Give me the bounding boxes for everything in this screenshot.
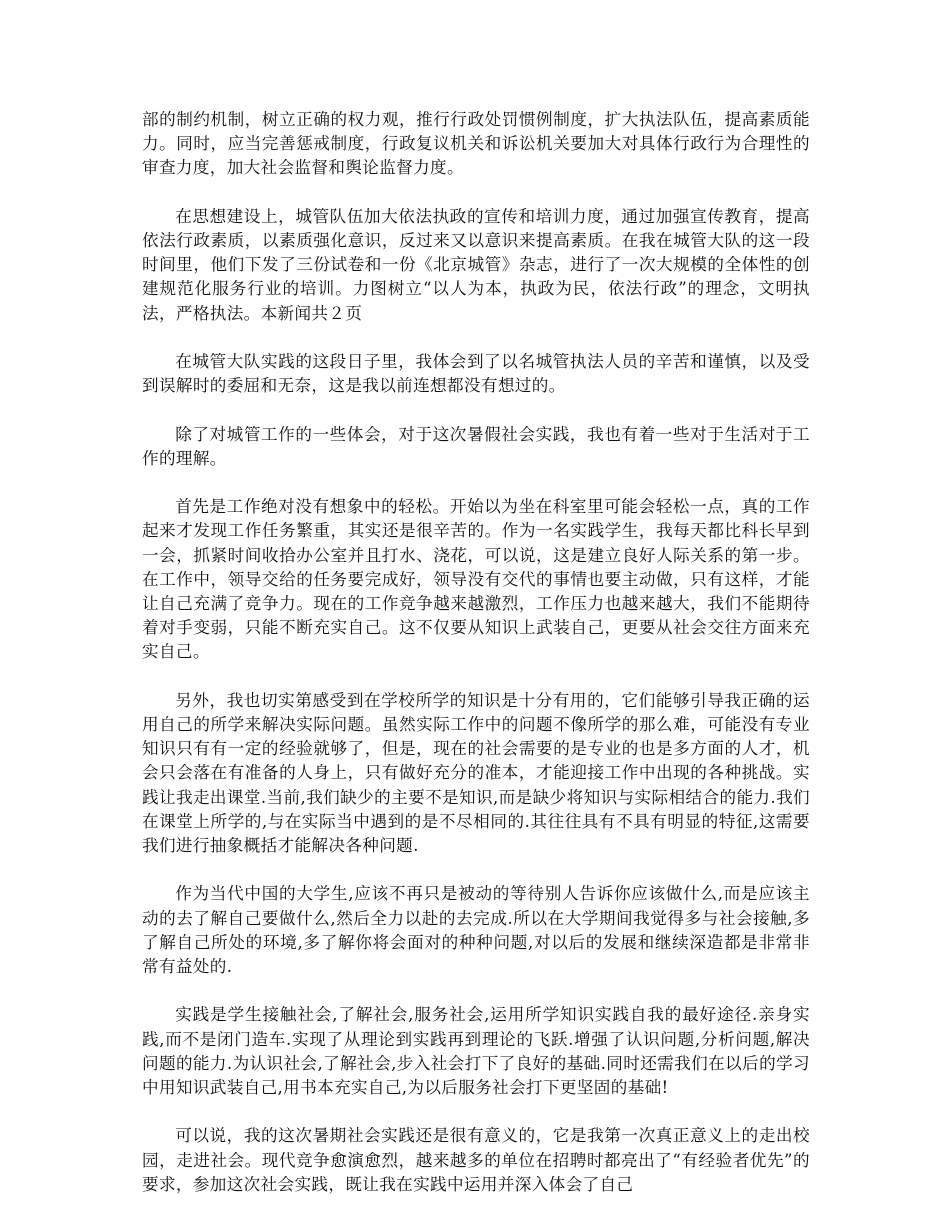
paragraph-1: 部的制约机制，树立正确的权力观，推行行政处罚惯例制度，扩大执法队伍，提高素质能力。同时，应当完善惩戒制度，行政复议机关和诉讼机关要加大对具体行政行为合理性的审查力度，加大社会监督和舆论监督力度。 — [142, 110, 810, 178]
document-body — [142, 108, 810, 1221]
paragraph-5: 首先是工作绝对没有想象中的轻松。开始以为坐在科室里可能会轻松一点，真的工作起来才发现工作任务繁重，其实还是很辛苦的。作为一名实践学生，我每天都比科长早到一会，抓紧时间收拾办公室并且打水、浇花，可以说，这是建立良好人际关系的第一步。在工作中，领导交给的任务要完成好，领导没有交代的事情也要主动做，只有这样，才能让自己充满了竞争力。现在的工作竞争越来越激烈，工作压力也越来越大，我们不能期待着对手变弱，只能不断充实自己。这不仅要从知识上武装自己，更要从社会交往方面来充实自己。 — [142, 497, 810, 662]
paragraph-6: 另外，我也切实第感受到在学校所学的知识是十分有用的，它们能够引导我正确的运用自己的所学来解决实际问题。虽然实际工作中的问题不像所学的那么难，可能没有专业知识只有有一定的经验就够了，但是，现在的社会需要的是专业的也是多方面的人才，机会只会落在有准备的人身上，只有做好充分的准本，才能迎接工作中出现的各种挑战。实践让我走出课堂.当前,我们缺少的主要不是知识,而是缺少将知识与实际相结合的能力.我们在课堂上所学的,与在实际当中遇到的是不尽相同的.其往往具有不具有明显的特征,这需要我们进行抽象概括才能解决各种问题. — [142, 690, 810, 856]
paragraph-8: 实践是学生接触社会,了解社会,服务社会,运用所学知识实践自我的最好途径.亲身实践,而不是闭门造车.实现了从理论到实践再到理论的飞跃.增强了认识问题,分析问题,解决问题的能力.为认识社会,了解社会,步入社会打下了良好的基础.同时还需我们在以后的学习中用知识武装自己,用书本充实自己,为以后服务社会打下更坚固的基础! — [142, 1005, 810, 1098]
paragraph-7: 作为当代中国的大学生,应该不再只是被动的等待别人告诉你应该做什么,而是应该主动的去了解自己要做什么,然后全力以赴的去完成.所以在大学期间我觉得多与社会接触,多了解自己所处的环境,多了解你将会面对的种种问题,对以后的发展和继续深造都是非常非常有益处的. — [142, 884, 810, 977]
paragraph-2: 在思想建设上，城管队伍加大依法执政的宣传和培训力度，通过加强宣传教育，提高依法行政素质，以素质强化意识，反过来又以意识来提高素质。在我在城管大队的这一段时间里，他们下发了三份试卷和一份《北京城管》杂志，进行了一次大规模的全体性的创建规范化服务行业的培训。力图树立“以人为本，执政为民，依法行政”的理念，文明执法，严格执法。本新闻共２页 — [142, 206, 810, 323]
paragraph-4: 除了对城管工作的一些体会，对于这次暑假社会实践，我也有着一些对于生活对于工作的理解。 — [142, 424, 810, 468]
paragraph-9: 可以说，我的这次暑期社会实践还是很有意义的，它是我第一次真正意义上的走出校园，走进社会。现代竞争愈演愈烈，越来越多的单位在招聘时都亮出了“有经验者优先”的要求，参加这次社会实践，既让我在实践中运用并深入体会了自己 — [142, 1126, 810, 1194]
paragraph-3: 在城管大队实践的这段日子里，我体会到了以名城管执法人员的辛苦和谨慎，以及受到误解时的委屈和无奈，这是我以前连想都没有想过的。 — [142, 352, 810, 396]
